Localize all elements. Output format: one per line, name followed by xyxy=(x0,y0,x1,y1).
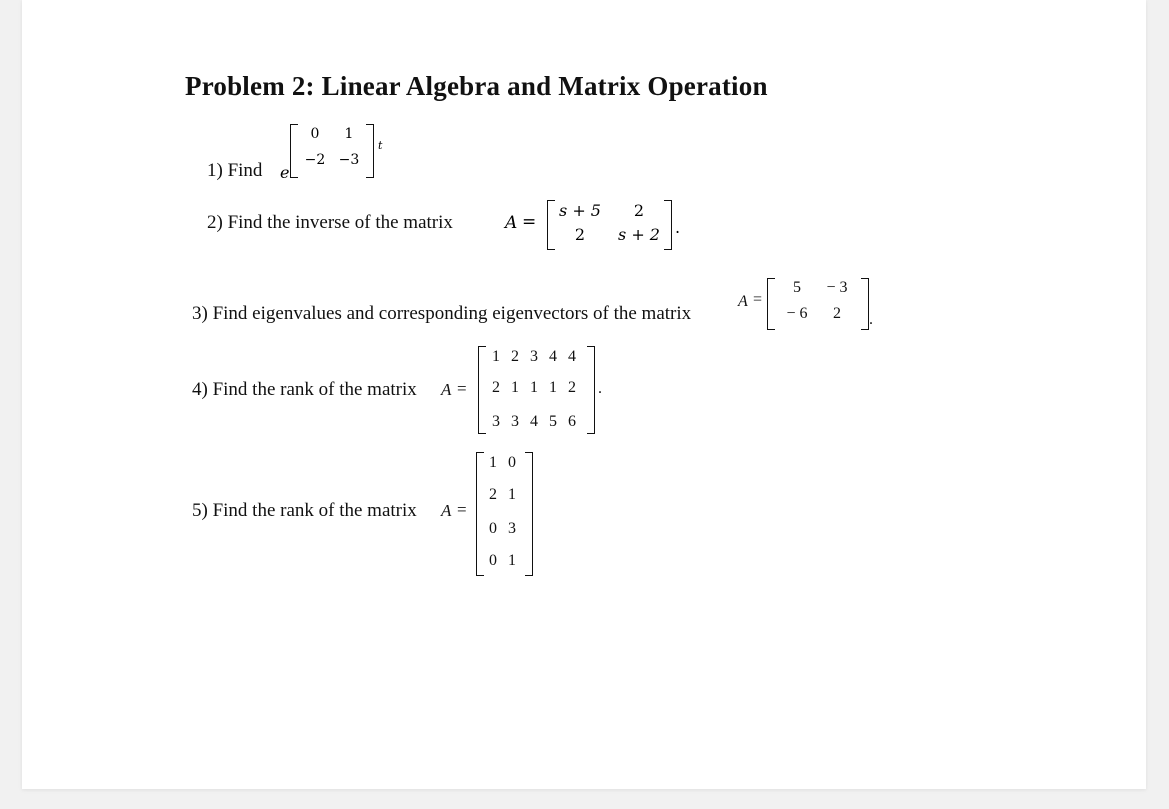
p2-cell-0-1: 2 xyxy=(633,201,645,220)
p2-cell-1-0: 2 xyxy=(574,225,586,244)
p1-right-bracket xyxy=(366,124,374,178)
p5-cell-0-0: 1 xyxy=(489,454,497,471)
document-page xyxy=(22,0,1146,789)
p5-lhs: A xyxy=(441,501,452,520)
p5-cell-0-1: 0 xyxy=(508,454,516,471)
p2-cell-1-1: s + 2 xyxy=(618,225,660,244)
p5-label: 5) Find the rank of the matrix xyxy=(192,500,417,521)
p5-cell-2-0: 0 xyxy=(489,520,497,537)
p5-cell-1-0: 2 xyxy=(489,486,497,503)
p4-cell-0-1: 2 xyxy=(511,348,519,365)
p4-lhs: A xyxy=(441,380,452,399)
p1-cell-0-1: 1 xyxy=(344,126,354,142)
p4-right-bracket xyxy=(587,346,595,434)
problem-title: Problem 2: Linear Algebra and Matrix Operation xyxy=(185,71,768,101)
p3-cell-1-0: − 6 xyxy=(786,305,808,322)
p3-label: 3) Find eigenvalues and corresponding eigenvectors of the matrix xyxy=(192,303,692,324)
p2-equals: = xyxy=(522,212,537,232)
p2-period: . xyxy=(675,218,681,237)
p5-cell-3-1: 1 xyxy=(508,552,516,569)
p3-cell-0-1: − 3 xyxy=(826,279,848,296)
p1-exponent-var: t xyxy=(378,139,383,152)
p5-right-bracket xyxy=(525,452,533,576)
p4-cell-2-2: 4 xyxy=(530,413,538,430)
p2-label: 2) Find the inverse of the matrix xyxy=(207,212,453,233)
p4-cell-0-3: 4 xyxy=(549,348,557,365)
p1-cell-0-0: 0 xyxy=(310,126,320,142)
p4-cell-1-0: 2 xyxy=(492,379,500,396)
p5-left-bracket xyxy=(476,452,484,576)
p2-lhs: A xyxy=(505,213,518,233)
p4-label: 4) Find the rank of the matrix xyxy=(192,379,417,400)
p1-left-bracket xyxy=(290,124,298,178)
p4-cell-2-3: 5 xyxy=(549,413,557,430)
p4-cell-2-1: 3 xyxy=(511,413,519,430)
p4-cell-0-4: 4 xyxy=(568,348,576,365)
p3-period: . xyxy=(869,311,873,328)
p2-right-bracket xyxy=(664,200,672,250)
p5-cell-2-1: 3 xyxy=(508,520,516,537)
p4-period: . xyxy=(598,380,602,397)
p4-left-bracket xyxy=(478,346,486,434)
p1-exp-base: e xyxy=(280,163,290,182)
p1-cell-1-0: −2 xyxy=(304,152,326,168)
p4-cell-1-2: 1 xyxy=(530,379,538,396)
p3-equals: = xyxy=(753,291,763,308)
p3-cell-1-1: 2 xyxy=(833,305,841,322)
p4-equals: = xyxy=(457,379,467,398)
p5-equals: = xyxy=(457,500,467,519)
p5-cell-3-0: 0 xyxy=(489,552,497,569)
p3-lhs: A xyxy=(738,293,748,310)
p4-cell-0-0: 1 xyxy=(492,348,500,365)
p4-cell-0-2: 3 xyxy=(530,348,538,365)
p3-left-bracket xyxy=(767,278,775,330)
p5-cell-1-1: 1 xyxy=(508,486,516,503)
p1-label: 1) Find xyxy=(207,160,263,181)
p4-cell-1-4: 2 xyxy=(568,379,576,396)
p2-cell-0-0: s + 5 xyxy=(559,201,601,220)
p3-cell-0-0: 5 xyxy=(793,279,801,296)
p3-right-bracket xyxy=(861,278,869,330)
p4-cell-2-0: 3 xyxy=(492,413,500,430)
p4-cell-1-3: 1 xyxy=(549,379,557,396)
p4-cell-1-1: 1 xyxy=(511,379,519,396)
p4-cell-2-4: 6 xyxy=(568,413,576,430)
p1-cell-1-1: −3 xyxy=(338,152,360,168)
